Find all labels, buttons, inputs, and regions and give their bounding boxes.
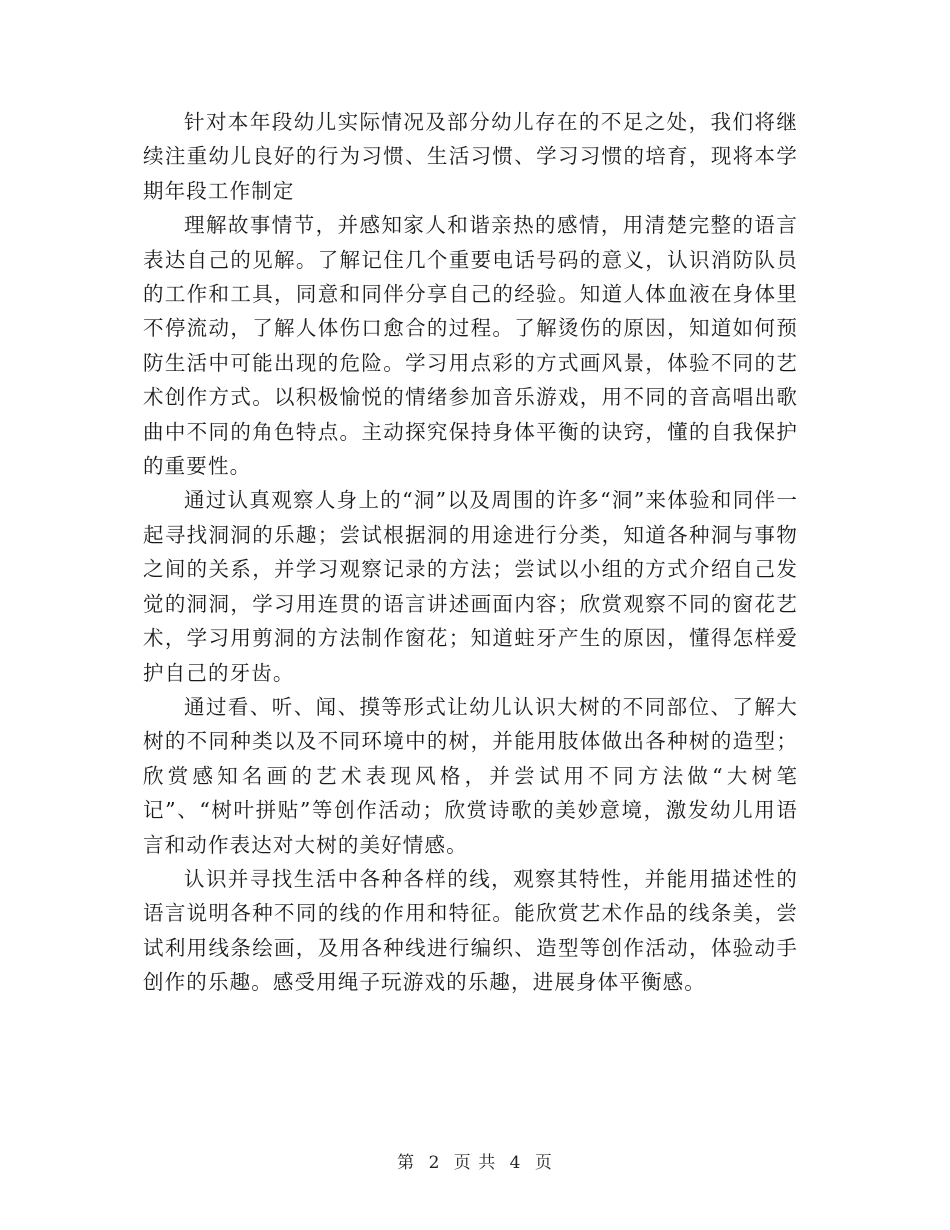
- paragraph-trees-theme: 通过看、听、闻、摸等形式让幼儿认识大树的不同部位、了解大树的不同种类以及不同环境中的树，并能用肢体做出各种树的造型；欣赏感知名画的艺术表现风格，并尝试用不同方法做“大树笔记”、“树叶拼贴”等创作活动；欣赏诗歌的美妙意境，激发幼儿用语言和动作表达对大树的美好情感。: [143, 694, 798, 857]
- total-page-count: 4: [509, 1153, 522, 1173]
- footer-middle: 页 共: [453, 1153, 497, 1173]
- paragraph-lines-theme: 认识并寻找生活中各种各样的线，观察其特性，并能用描述性的语言说明各种不同的线的作用和特征。能欣赏艺术作品的线条美，尝试利用线条绘画，及用各种线进行编织、造型等创作活动，体验动手创作的乐趣。感受用绳子玩游戏的乐趣，进展身体平衡感。: [143, 866, 798, 995]
- page-number-footer: [0, 1148, 950, 1173]
- current-page-number: 2: [428, 1153, 441, 1173]
- paragraph-holes-theme: 通过认真观察人身上的“洞”以及周围的许多“洞”来体验和同伴一起寻找洞洞的乐趣；尝试根据洞的用途进行分类，知道各种洞与事物之间的关系，并学习观察记录的方法；尝试以小组的方式介绍自己发觉的洞洞，学习用连贯的语言讲述画面内容；欣赏观察不同的窗花艺术，学习用剪洞的方法制作窗花；知道蛀牙产生的原因，懂得怎样爱护自己的牙齿。: [143, 488, 798, 685]
- footer-suffix: 页: [534, 1153, 553, 1173]
- footer-prefix: 第: [397, 1153, 416, 1173]
- document-body: [143, 105, 798, 1000]
- paragraph-story-safety: 理解故事情节，并感知家人和谐亲热的感情，用清楚完整的语言表达自己的见解。了解记住几个重要电话号码的意义，认识消防队员的工作和工具，同意和同伴分享自己的经验。知道人体血液在身体里不停流动，了解人体伤口愈合的过程。了解烫伤的原因，知道如何预防生活中可能出现的危险。学习用点彩的方式画风景，体验不同的艺术创作方式。以积极愉悦的情绪参加音乐游戏，用不同的音高唱出歌曲中不同的角色特点。主动探究保持身体平衡的诀窍，懂的自我保护的重要性。: [143, 213, 798, 479]
- paragraph-intro: 针对本年段幼儿实际情况及部分幼儿存在的不足之处，我们将继续注重幼儿良好的行为习惯、生活习惯、学习习惯的培育，现将本学期年段工作制定: [143, 110, 798, 203]
